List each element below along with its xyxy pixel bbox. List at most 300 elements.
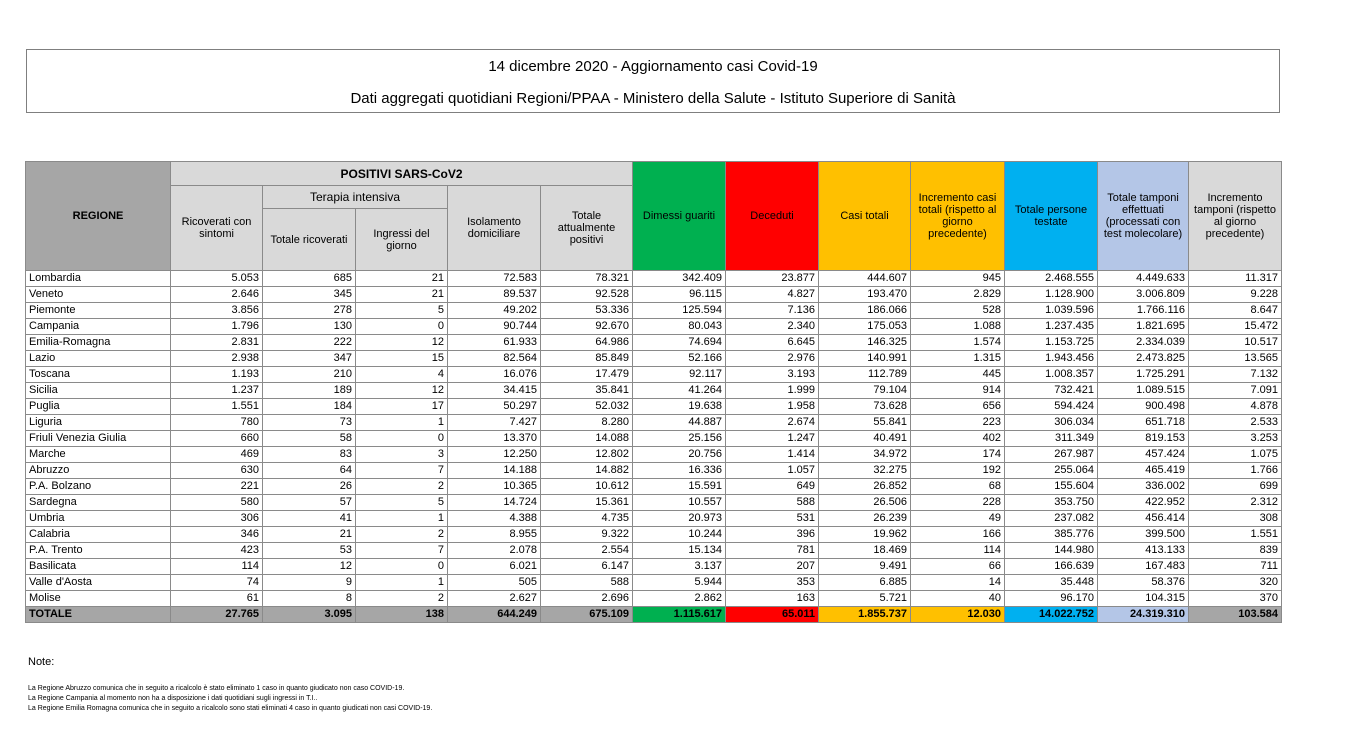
cell-regione: Liguria: [26, 415, 171, 431]
total-incremento-tamponi: 103.584: [1189, 607, 1282, 623]
cell-totale-positivi: 85.849: [541, 351, 633, 367]
total-dimessi: 1.115.617: [633, 607, 726, 623]
cell-deceduti: 1.414: [726, 447, 819, 463]
cell-incremento-casi: 1.315: [911, 351, 1005, 367]
cell-incremento-tamponi: 10.517: [1189, 335, 1282, 351]
cell-totale-positivi: 53.336: [541, 303, 633, 319]
cell-dimessi: 10.557: [633, 495, 726, 511]
notes: [28, 684, 432, 714]
cell-ingressi: 2: [356, 591, 448, 607]
cell-ricoverati: 74: [171, 575, 263, 591]
cell-incremento-casi: 192: [911, 463, 1005, 479]
table-row: [26, 335, 1282, 351]
cell-regione: Toscana: [26, 367, 171, 383]
cell-ingressi: 0: [356, 319, 448, 335]
cell-ingressi: 0: [356, 559, 448, 575]
cell-dimessi: 19.638: [633, 399, 726, 415]
cell-ingressi: 1: [356, 511, 448, 527]
header-dimessi: Dimessi guariti: [633, 162, 726, 271]
header-incremento-casi: Incremento casi totali (rispetto al giorno precedente): [911, 162, 1005, 271]
cell-totale-positivi: 4.735: [541, 511, 633, 527]
cell-incremento-casi: 656: [911, 399, 1005, 415]
cell-isolamento: 49.202: [448, 303, 541, 319]
cell-isolamento: 2.627: [448, 591, 541, 607]
cell-isolamento: 2.078: [448, 543, 541, 559]
cell-casi: 186.066: [819, 303, 911, 319]
cell-incremento-casi: 166: [911, 527, 1005, 543]
cell-totale-positivi: 2.554: [541, 543, 633, 559]
header-tamponi: Totale tamponi effettuati (processati con test molecolare): [1098, 162, 1189, 271]
cell-totale-positivi: 35.841: [541, 383, 633, 399]
cell-casi: 26.239: [819, 511, 911, 527]
cell-incremento-casi: 68: [911, 479, 1005, 495]
cell-totale-positivi: 10.612: [541, 479, 633, 495]
cell-tamponi: 819.153: [1098, 431, 1189, 447]
cell-incremento-casi: 528: [911, 303, 1005, 319]
cell-casi: 112.789: [819, 367, 911, 383]
total-incremento-casi: 12.030: [911, 607, 1005, 623]
cell-casi: 175.053: [819, 319, 911, 335]
cell-incremento-casi: 445: [911, 367, 1005, 383]
table-row: [26, 447, 1282, 463]
table-row: [26, 591, 1282, 607]
cell-totale-positivi: 92.528: [541, 287, 633, 303]
cell-incremento-casi: 1.088: [911, 319, 1005, 335]
cell-ingressi: 5: [356, 495, 448, 511]
table-row: [26, 383, 1282, 399]
cell-tamponi: 422.952: [1098, 495, 1189, 511]
cell-terapia: 345: [263, 287, 356, 303]
cell-deceduti: 531: [726, 511, 819, 527]
cell-incremento-casi: 228: [911, 495, 1005, 511]
cell-terapia: 184: [263, 399, 356, 415]
cell-regione: Sicilia: [26, 383, 171, 399]
cell-terapia: 9: [263, 575, 356, 591]
cell-tamponi: 413.133: [1098, 543, 1189, 559]
cell-regione: Friuli Venezia Giulia: [26, 431, 171, 447]
header-totale-positivi: Totale attualmente positivi: [541, 186, 633, 271]
cell-regione: Sardegna: [26, 495, 171, 511]
cell-totale-positivi: 12.802: [541, 447, 633, 463]
cell-incremento-tamponi: 2.312: [1189, 495, 1282, 511]
cell-terapia: 21: [263, 527, 356, 543]
cell-isolamento: 72.583: [448, 271, 541, 287]
cell-totale-positivi: 14.882: [541, 463, 633, 479]
cell-persone: 1.008.357: [1005, 367, 1098, 383]
cell-incremento-casi: 402: [911, 431, 1005, 447]
cell-ingressi: 12: [356, 335, 448, 351]
table-row: [26, 303, 1282, 319]
cell-tamponi: 1.725.291: [1098, 367, 1189, 383]
cell-regione: Lazio: [26, 351, 171, 367]
cell-ingressi: 7: [356, 463, 448, 479]
cell-incremento-tamponi: 2.533: [1189, 415, 1282, 431]
cell-casi: 444.607: [819, 271, 911, 287]
cell-dimessi: 96.115: [633, 287, 726, 303]
table-row: [26, 431, 1282, 447]
cell-ricoverati: 2.938: [171, 351, 263, 367]
cell-totale-positivi: 2.696: [541, 591, 633, 607]
cell-casi: 55.841: [819, 415, 911, 431]
table-row: [26, 511, 1282, 527]
cell-incremento-tamponi: 699: [1189, 479, 1282, 495]
covid-data-table: [25, 161, 1282, 623]
cell-casi: 18.469: [819, 543, 911, 559]
cell-deceduti: 23.877: [726, 271, 819, 287]
table-row: [26, 367, 1282, 383]
cell-terapia: 222: [263, 335, 356, 351]
cell-terapia: 189: [263, 383, 356, 399]
cell-deceduti: 781: [726, 543, 819, 559]
cell-persone: 267.987: [1005, 447, 1098, 463]
cell-ricoverati: 2.646: [171, 287, 263, 303]
cell-tamponi: 336.002: [1098, 479, 1189, 495]
note-line: La Regione Abruzzo comunica che in seguito a ricalcolo è stato eliminato 1 caso in quanto giudicato non caso COVID-19.: [28, 685, 405, 692]
cell-terapia: 347: [263, 351, 356, 367]
cell-tamponi: 1.089.515: [1098, 383, 1189, 399]
cell-incremento-tamponi: 13.565: [1189, 351, 1282, 367]
cell-ingressi: 3: [356, 447, 448, 463]
table-row: [26, 527, 1282, 543]
table-row: [26, 575, 1282, 591]
cell-isolamento: 50.297: [448, 399, 541, 415]
cell-totale-positivi: 8.280: [541, 415, 633, 431]
cell-totale-positivi: 52.032: [541, 399, 633, 415]
cell-incremento-tamponi: 3.253: [1189, 431, 1282, 447]
cell-isolamento: 61.933: [448, 335, 541, 351]
cell-ricoverati: 1.551: [171, 399, 263, 415]
cell-totale-positivi: 588: [541, 575, 633, 591]
cell-isolamento: 14.188: [448, 463, 541, 479]
cell-regione: P.A. Bolzano: [26, 479, 171, 495]
cell-deceduti: 1.057: [726, 463, 819, 479]
cell-ricoverati: 61: [171, 591, 263, 607]
table-row: [26, 543, 1282, 559]
cell-ricoverati: 660: [171, 431, 263, 447]
cell-terapia: 685: [263, 271, 356, 287]
cell-ricoverati: 630: [171, 463, 263, 479]
cell-deceduti: 1.999: [726, 383, 819, 399]
cell-ingressi: 4: [356, 367, 448, 383]
cell-casi: 19.962: [819, 527, 911, 543]
cell-regione: Puglia: [26, 399, 171, 415]
cell-terapia: 210: [263, 367, 356, 383]
cell-tamponi: 58.376: [1098, 575, 1189, 591]
cell-dimessi: 3.137: [633, 559, 726, 575]
header-ingressi: Ingressi del giorno: [356, 209, 448, 271]
cell-ingressi: 1: [356, 575, 448, 591]
total-persone: 14.022.752: [1005, 607, 1098, 623]
cell-ricoverati: 114: [171, 559, 263, 575]
cell-persone: 35.448: [1005, 575, 1098, 591]
cell-isolamento: 505: [448, 575, 541, 591]
cell-casi: 34.972: [819, 447, 911, 463]
cell-persone: 1.128.900: [1005, 287, 1098, 303]
cell-terapia: 53: [263, 543, 356, 559]
cell-dimessi: 74.694: [633, 335, 726, 351]
cell-persone: 255.064: [1005, 463, 1098, 479]
cell-incremento-tamponi: 11.317: [1189, 271, 1282, 287]
cell-terapia: 130: [263, 319, 356, 335]
cell-isolamento: 4.388: [448, 511, 541, 527]
header-isolamento: Isolamento domiciliare: [448, 186, 541, 271]
cell-deceduti: 353: [726, 575, 819, 591]
cell-ingressi: 2: [356, 479, 448, 495]
table-row: [26, 463, 1282, 479]
note-line: La Regione Emilia Romagna comunica che in seguito a ricalcolo sono stati eliminati 4 caso in quanto giudicati non casi COVID-19.: [28, 705, 433, 712]
header-casi: Casi totali: [819, 162, 911, 271]
cell-dimessi: 16.336: [633, 463, 726, 479]
cell-terapia: 26: [263, 479, 356, 495]
cell-ricoverati: 221: [171, 479, 263, 495]
cell-totale-positivi: 78.321: [541, 271, 633, 287]
cell-tamponi: 104.315: [1098, 591, 1189, 607]
total-ricoverati: 27.765: [171, 607, 263, 623]
cell-regione: Molise: [26, 591, 171, 607]
cell-incremento-casi: 40: [911, 591, 1005, 607]
cell-ingressi: 1: [356, 415, 448, 431]
cell-dimessi: 10.244: [633, 527, 726, 543]
notes-title: Note:: [28, 656, 55, 668]
cell-dimessi: 20.973: [633, 511, 726, 527]
cell-tamponi: 1.821.695: [1098, 319, 1189, 335]
cell-ricoverati: 3.856: [171, 303, 263, 319]
cell-incremento-casi: 174: [911, 447, 1005, 463]
cell-persone: 385.776: [1005, 527, 1098, 543]
cell-ingressi: 2: [356, 527, 448, 543]
cell-isolamento: 34.415: [448, 383, 541, 399]
cell-terapia: 83: [263, 447, 356, 463]
cell-ricoverati: 1.193: [171, 367, 263, 383]
header-positivi: POSITIVI SARS-CoV2: [171, 162, 633, 186]
cell-tamponi: 1.766.116: [1098, 303, 1189, 319]
cell-ingressi: 21: [356, 271, 448, 287]
cell-isolamento: 8.955: [448, 527, 541, 543]
cell-isolamento: 16.076: [448, 367, 541, 383]
cell-tamponi: 399.500: [1098, 527, 1189, 543]
cell-persone: 2.468.555: [1005, 271, 1098, 287]
cell-persone: 96.170: [1005, 591, 1098, 607]
cell-totale-positivi: 17.479: [541, 367, 633, 383]
cell-incremento-tamponi: 8.647: [1189, 303, 1282, 319]
cell-persone: 166.639: [1005, 559, 1098, 575]
header-terapia: Terapia intensiva: [263, 186, 448, 209]
cell-tamponi: 456.414: [1098, 511, 1189, 527]
total-terapia: 3.095: [263, 607, 356, 623]
cell-regione: Piemonte: [26, 303, 171, 319]
cell-casi: 26.506: [819, 495, 911, 511]
cell-totale-positivi: 64.986: [541, 335, 633, 351]
cell-deceduti: 1.247: [726, 431, 819, 447]
cell-dimessi: 342.409: [633, 271, 726, 287]
cell-incremento-casi: 66: [911, 559, 1005, 575]
cell-ricoverati: 580: [171, 495, 263, 511]
total-totale-positivi: 675.109: [541, 607, 633, 623]
cell-ingressi: 17: [356, 399, 448, 415]
table-row: [26, 479, 1282, 495]
cell-dimessi: 52.166: [633, 351, 726, 367]
cell-persone: 594.424: [1005, 399, 1098, 415]
cell-ricoverati: 5.053: [171, 271, 263, 287]
cell-dimessi: 15.591: [633, 479, 726, 495]
cell-persone: 1.237.435: [1005, 319, 1098, 335]
cell-tamponi: 651.718: [1098, 415, 1189, 431]
cell-incremento-tamponi: 1.075: [1189, 447, 1282, 463]
cell-incremento-tamponi: 7.091: [1189, 383, 1282, 399]
total-regione: TOTALE: [26, 607, 171, 623]
table-row: [26, 559, 1282, 575]
cell-incremento-tamponi: 1.551: [1189, 527, 1282, 543]
cell-deceduti: 163: [726, 591, 819, 607]
cell-casi: 26.852: [819, 479, 911, 495]
cell-incremento-tamponi: 308: [1189, 511, 1282, 527]
cell-deceduti: 3.193: [726, 367, 819, 383]
cell-ricoverati: 423: [171, 543, 263, 559]
table-row: [26, 399, 1282, 415]
cell-ricoverati: 2.831: [171, 335, 263, 351]
cell-casi: 73.628: [819, 399, 911, 415]
total-deceduti: 65.011: [726, 607, 819, 623]
cell-tamponi: 167.483: [1098, 559, 1189, 575]
cell-dimessi: 5.944: [633, 575, 726, 591]
cell-incremento-casi: 14: [911, 575, 1005, 591]
cell-ingressi: 7: [356, 543, 448, 559]
cell-isolamento: 7.427: [448, 415, 541, 431]
cell-ingressi: 21: [356, 287, 448, 303]
cell-tamponi: 2.473.825: [1098, 351, 1189, 367]
cell-incremento-casi: 945: [911, 271, 1005, 287]
cell-totale-positivi: 15.361: [541, 495, 633, 511]
cell-isolamento: 6.021: [448, 559, 541, 575]
report-subtitle: Dati aggregati quotidiani Regioni/PPAA - Ministero della Salute - Istituto Superiore di Sanità: [350, 90, 956, 107]
cell-persone: 1.153.725: [1005, 335, 1098, 351]
cell-incremento-casi: 914: [911, 383, 1005, 399]
cell-regione: Valle d'Aosta: [26, 575, 171, 591]
cell-tamponi: 3.006.809: [1098, 287, 1189, 303]
cell-incremento-tamponi: 15.472: [1189, 319, 1282, 335]
cell-deceduti: 1.958: [726, 399, 819, 415]
cell-dimessi: 125.594: [633, 303, 726, 319]
cell-terapia: 57: [263, 495, 356, 511]
table-row: [26, 351, 1282, 367]
cell-tamponi: 465.419: [1098, 463, 1189, 479]
cell-incremento-tamponi: 711: [1189, 559, 1282, 575]
cell-deceduti: 649: [726, 479, 819, 495]
cell-incremento-casi: 49: [911, 511, 1005, 527]
cell-dimessi: 15.134: [633, 543, 726, 559]
total-row: [26, 607, 1282, 623]
cell-ricoverati: 469: [171, 447, 263, 463]
header-ricoverati: Ricoverati con sintomi: [171, 186, 263, 271]
cell-ricoverati: 346: [171, 527, 263, 543]
cell-incremento-casi: 1.574: [911, 335, 1005, 351]
cell-deceduti: 4.827: [726, 287, 819, 303]
cell-persone: 732.421: [1005, 383, 1098, 399]
cell-ricoverati: 1.237: [171, 383, 263, 399]
cell-regione: Abruzzo: [26, 463, 171, 479]
cell-incremento-casi: 2.829: [911, 287, 1005, 303]
cell-isolamento: 10.365: [448, 479, 541, 495]
cell-casi: 79.104: [819, 383, 911, 399]
cell-dimessi: 20.756: [633, 447, 726, 463]
cell-persone: 1.943.456: [1005, 351, 1098, 367]
cell-dimessi: 44.887: [633, 415, 726, 431]
header-totale-ricoverati: Totale ricoverati: [263, 209, 356, 271]
cell-deceduti: 2.674: [726, 415, 819, 431]
cell-regione: Lombardia: [26, 271, 171, 287]
total-ingressi: 138: [356, 607, 448, 623]
cell-isolamento: 90.744: [448, 319, 541, 335]
header-deceduti: Deceduti: [726, 162, 819, 271]
cell-tamponi: 4.449.633: [1098, 271, 1189, 287]
cell-deceduti: 588: [726, 495, 819, 511]
cell-tamponi: 2.334.039: [1098, 335, 1189, 351]
note-line: La Regione Campania al momento non ha a disposizione i dati quotidiani sugli ingressi in T.I..: [28, 695, 318, 702]
cell-terapia: 41: [263, 511, 356, 527]
total-casi: 1.855.737: [819, 607, 911, 623]
cell-totale-positivi: 14.088: [541, 431, 633, 447]
header-incremento-tamponi: Incremento tamponi (rispetto al giorno precedente): [1189, 162, 1282, 271]
cell-casi: 140.991: [819, 351, 911, 367]
cell-ingressi: 0: [356, 431, 448, 447]
cell-incremento-tamponi: 1.766: [1189, 463, 1282, 479]
cell-tamponi: 900.498: [1098, 399, 1189, 415]
cell-totale-positivi: 92.670: [541, 319, 633, 335]
table-row: [26, 287, 1282, 303]
cell-casi: 6.885: [819, 575, 911, 591]
cell-ingressi: 5: [356, 303, 448, 319]
cell-incremento-tamponi: 4.878: [1189, 399, 1282, 415]
cell-totale-positivi: 6.147: [541, 559, 633, 575]
total-tamponi: 24.319.310: [1098, 607, 1189, 623]
cell-incremento-tamponi: 370: [1189, 591, 1282, 607]
cell-incremento-casi: 223: [911, 415, 1005, 431]
cell-persone: 237.082: [1005, 511, 1098, 527]
cell-persone: 353.750: [1005, 495, 1098, 511]
header-regione: REGIONE: [26, 162, 171, 271]
cell-persone: 306.034: [1005, 415, 1098, 431]
cell-deceduti: 2.976: [726, 351, 819, 367]
cell-terapia: 64: [263, 463, 356, 479]
cell-deceduti: 6.645: [726, 335, 819, 351]
report-header: [26, 49, 1280, 113]
cell-incremento-tamponi: 7.132: [1189, 367, 1282, 383]
cell-totale-positivi: 9.322: [541, 527, 633, 543]
cell-dimessi: 2.862: [633, 591, 726, 607]
cell-deceduti: 7.136: [726, 303, 819, 319]
cell-casi: 40.491: [819, 431, 911, 447]
cell-casi: 193.470: [819, 287, 911, 303]
cell-persone: 144.980: [1005, 543, 1098, 559]
cell-ingressi: 12: [356, 383, 448, 399]
cell-dimessi: 25.156: [633, 431, 726, 447]
cell-persone: 311.349: [1005, 431, 1098, 447]
report-title: 14 dicembre 2020 - Aggiornamento casi Covid-19: [488, 58, 818, 75]
table-row: [26, 415, 1282, 431]
cell-ingressi: 15: [356, 351, 448, 367]
cell-ricoverati: 780: [171, 415, 263, 431]
cell-regione: Campania: [26, 319, 171, 335]
cell-deceduti: 2.340: [726, 319, 819, 335]
cell-casi: 9.491: [819, 559, 911, 575]
cell-incremento-tamponi: 9.228: [1189, 287, 1282, 303]
total-isolamento: 644.249: [448, 607, 541, 623]
cell-isolamento: 14.724: [448, 495, 541, 511]
table-row: [26, 495, 1282, 511]
cell-dimessi: 80.043: [633, 319, 726, 335]
cell-casi: 146.325: [819, 335, 911, 351]
cell-ricoverati: 1.796: [171, 319, 263, 335]
